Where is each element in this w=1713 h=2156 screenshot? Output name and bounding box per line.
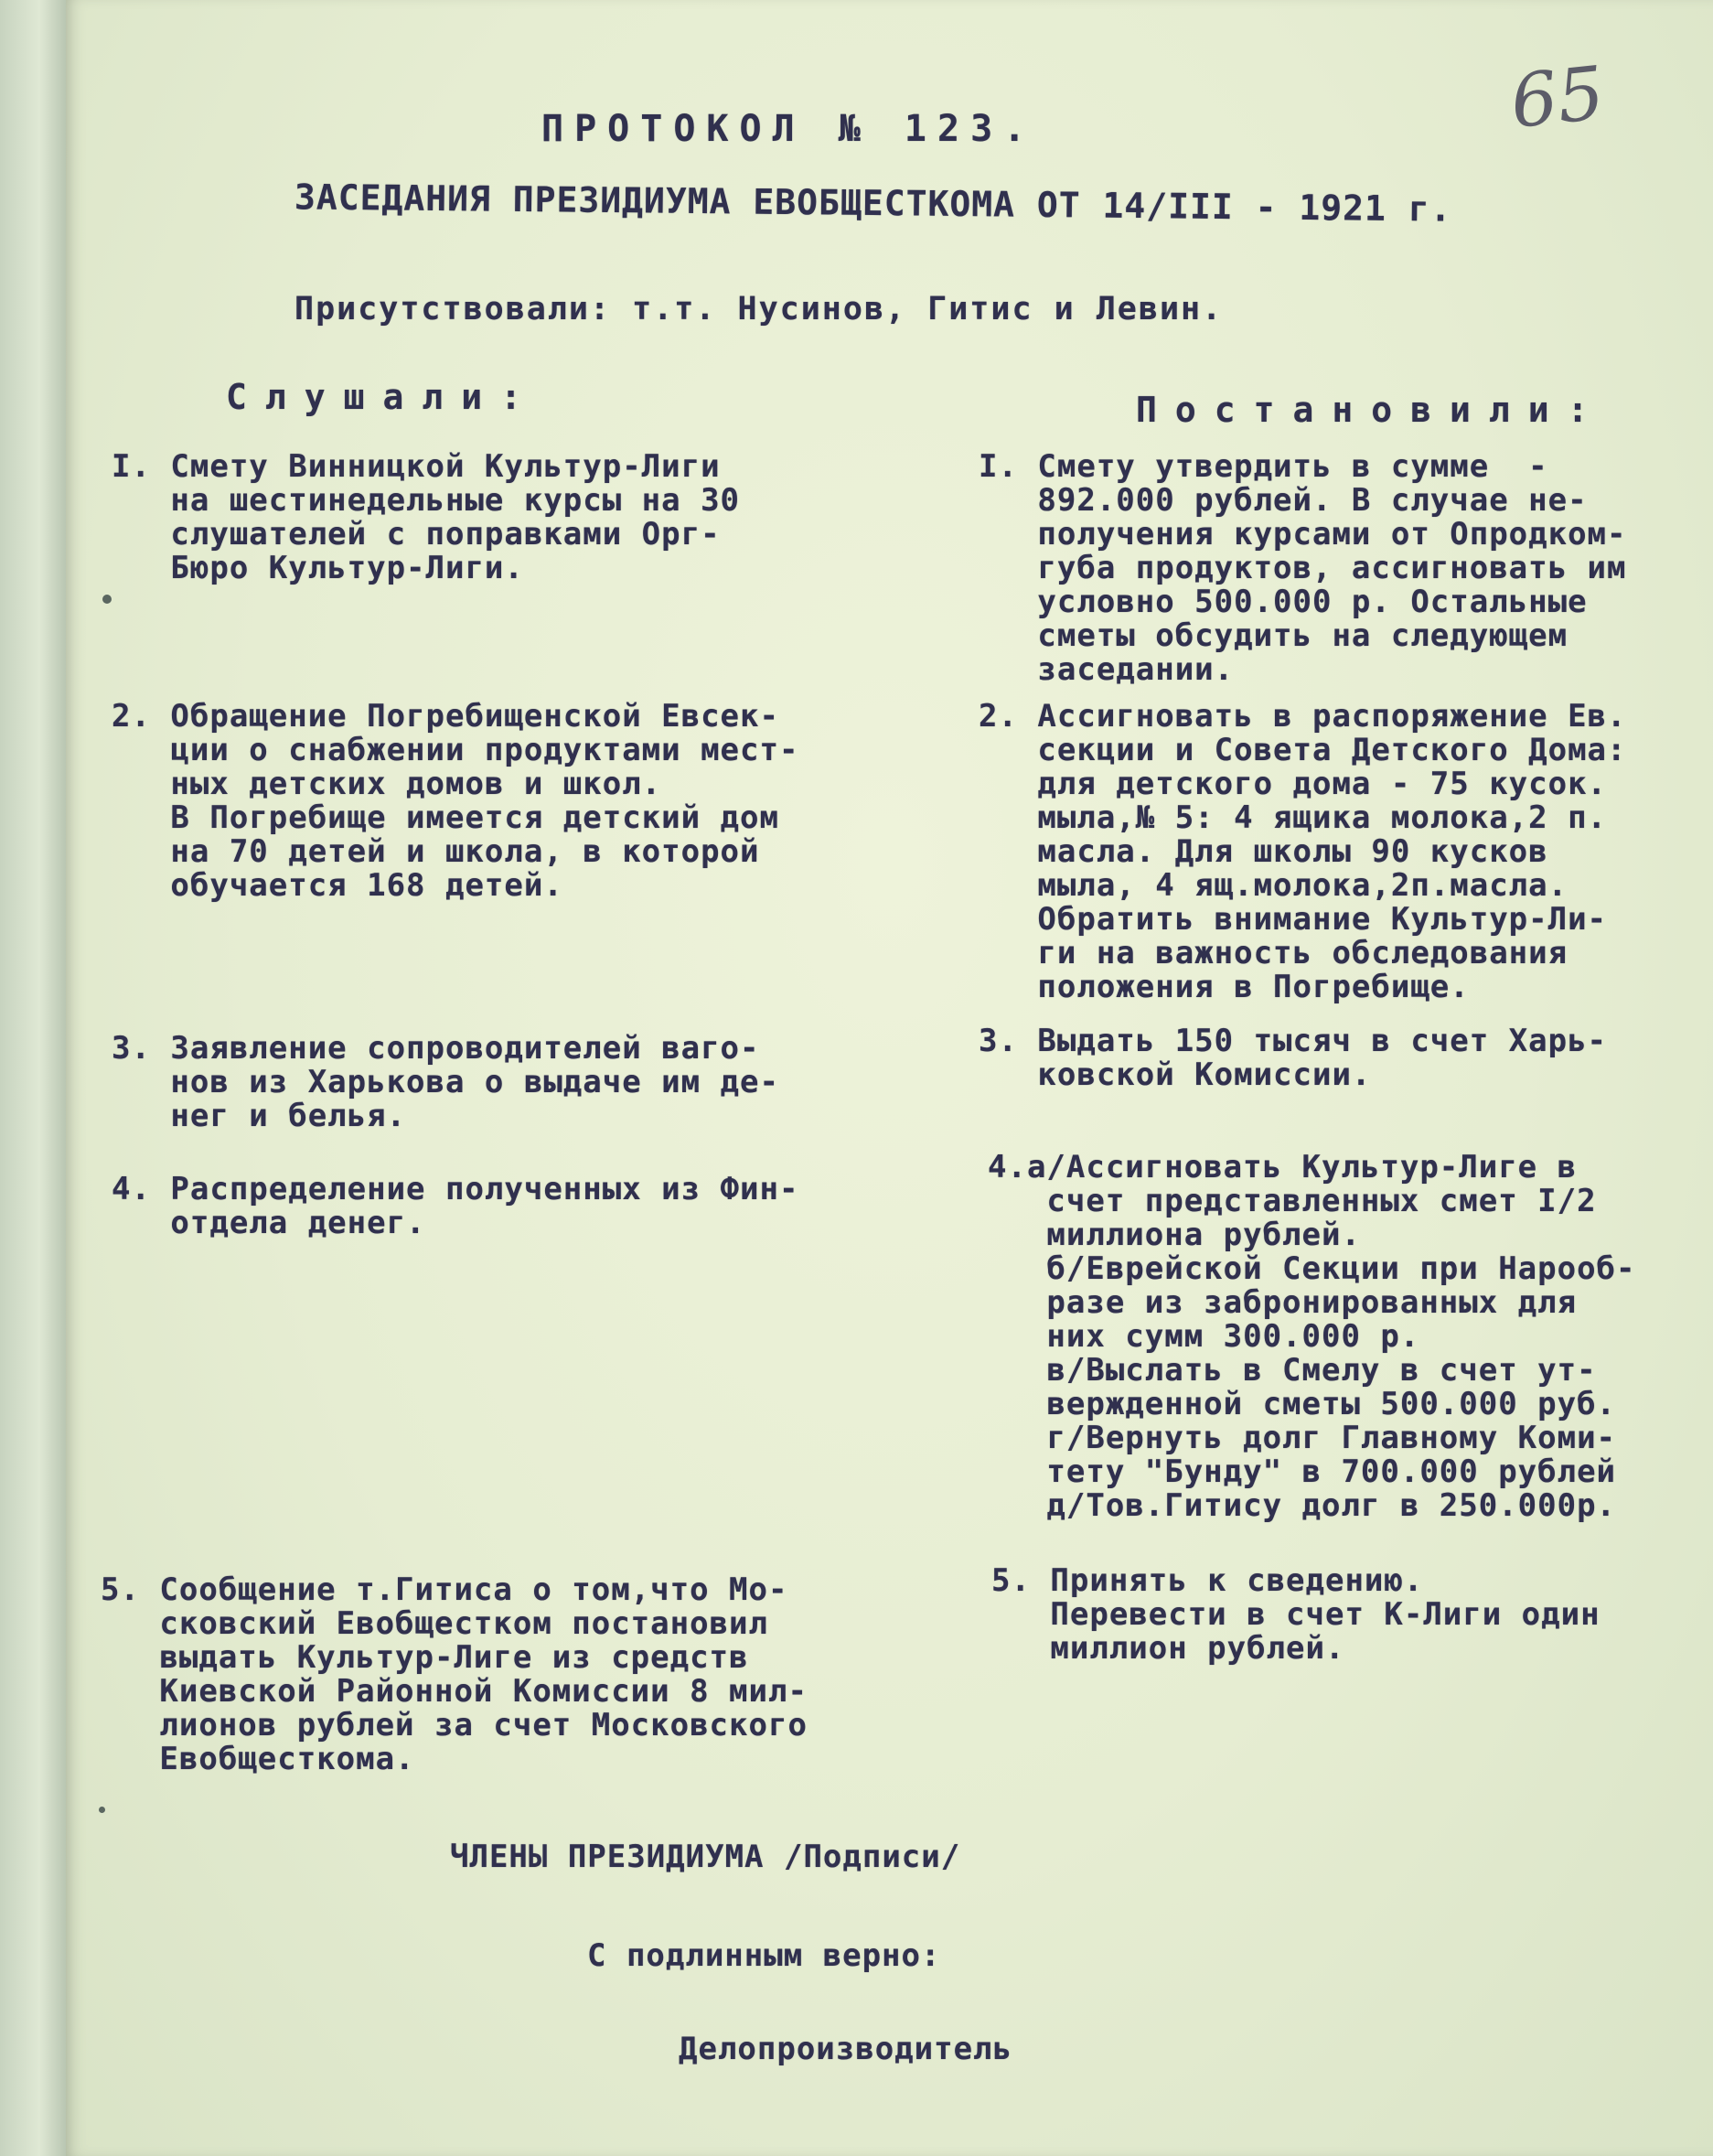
paper-stack-edge — [0, 0, 66, 2156]
protocol-title: ПРОТОКОЛ № 123. — [541, 108, 1037, 150]
heard-item-4: 4. Распределение полученных из Фин- отдела денег. — [112, 1171, 799, 1241]
clerk-line: Делопроизводитель — [679, 2031, 1012, 2067]
resolved-item-2: 2. Ассигновать в распоряжение Ев. секции и Совета Детского Дома: для детского дома - 75 кусок. мыла,№ 5: 4 ящика молока,2 п. масла. Для школы 90 кусков мыла, 4 ящ.молока,2п.масла. Обратить внимание Культур-Ли- ги на важность обследования положения в Погребище. — [979, 698, 1627, 1005]
heard-item-3: 3. Заявление сопроводителей ваго- нов из Харькова о выдаче им де- нег и белья. — [112, 1030, 779, 1134]
attendees-line: Присутствовали: т.т. Нусинов, Гитис и Левин. — [294, 291, 1224, 327]
document-page — [66, 0, 1713, 2156]
resolved-item-3: 3. Выдать 150 тысяч в счет Харь- ковской Комиссии. — [979, 1023, 1608, 1093]
heard-item-5: 5. Сообщение т.Гитиса о том,что Мо- сковский Евобщестком постановил выдать Культур-Лиге из средств Киевской Районной Комиссии 8 мил- лионов рублей за счет Московского Евобщесткома. — [101, 1571, 808, 1777]
certified-copy-line: С подлинным верно: — [587, 1937, 941, 1974]
resolved-item-1: I. Смету утвердить в сумме - 892.000 рублей. В случае не- получения курсами от Опродком- губа продуктов, ассигновать им условно 500.000 р. Остальные сметы обсудить на следующем заседании. — [979, 448, 1627, 688]
heard-item-2: 2. Обращение Погребищенской Евсек- ции о снабжении продуктами мест- ных детских домов и школ. В Погребище имеется детский дом на 70 детей и школа, в которой обучается 168 детей. — [112, 698, 799, 904]
ink-speck — [99, 1807, 105, 1813]
heard-column-heading: Слушали: — [226, 377, 541, 417]
protocol-subtitle: ЗАСЕДАНИЯ ПРЕЗИДИУМА ЕВОБЩЕСТКОМА ОТ 14/III - 1921 г. — [294, 177, 1452, 230]
ink-speck — [102, 595, 112, 604]
heard-item-1: I. Смету Винницкой Культур-Лиги на шестинедельные курсы на 30 слушателей с поправками Орг- Бюро Культур-Лиги. — [112, 448, 741, 586]
resolved-item-4: 4.а/Ассигновать Культур-Лиге в счет представленных смет I/2 миллиона рублей. б/Еврейской Секции при Нарооб- разе из забронированных для них сумм 300.000 р. в/Выслать в Смелу в счет ут- вержденной сметы 500.000 руб. г/Вернуть долг Главному Коми- тету "Бунду" в 700.000 рублей д/Тов.Гитису долг в 250.000р. — [988, 1149, 1636, 1524]
resolved-item-5: 5. Принять к сведению. Перевести в счет К-Лиги один миллион рублей. — [991, 1562, 1601, 1667]
presidium-members-signatures: ЧЛЕНЫ ПРЕЗИДИУМА /Подписи/ — [450, 1839, 961, 1875]
resolved-column-heading: Постановили: — [1136, 390, 1607, 430]
handwritten-folio-number: 65 — [1506, 49, 1609, 145]
